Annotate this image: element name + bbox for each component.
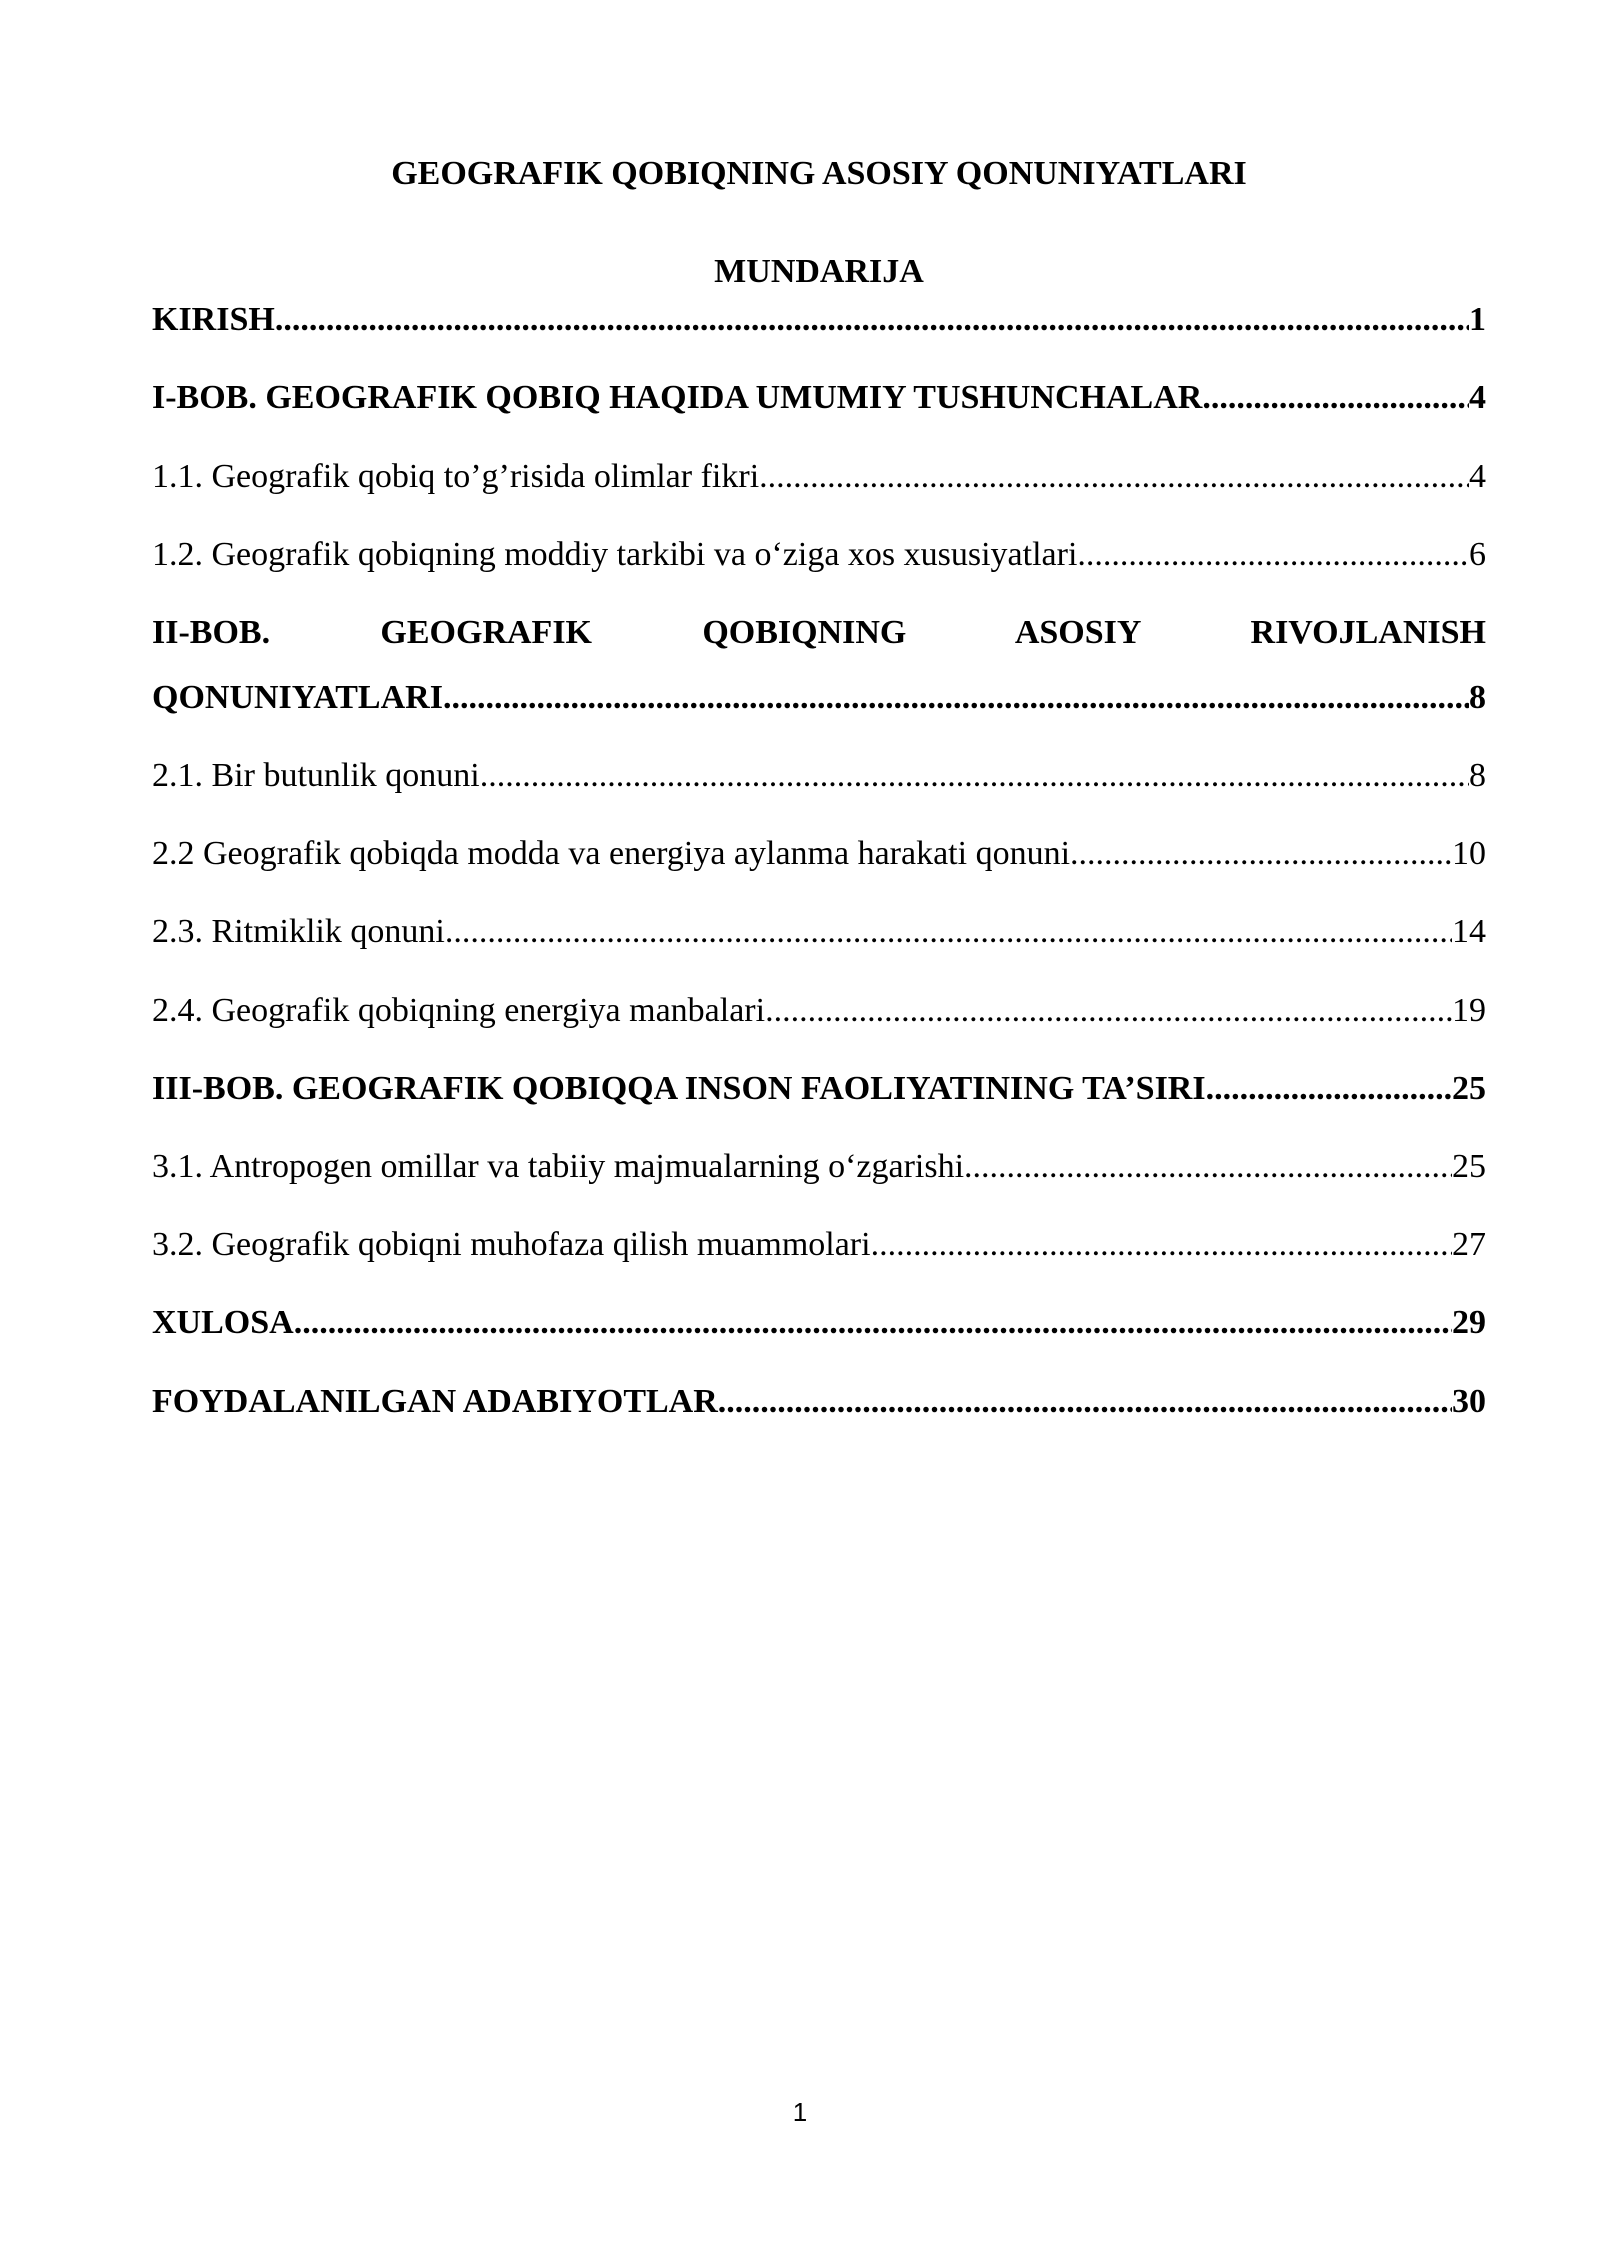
- toc-entry-title: I-BOB. GEOGRAFIK QOBIQ HAQIDA UMUMIY TUSHUNCHALAR: [152, 379, 1203, 416]
- dot-leader: [1202, 374, 1469, 422]
- toc-entry-section-1-1[interactable]: [152, 453, 1486, 501]
- dot-leader: [765, 987, 1452, 1035]
- toc-entry-chapter-2[interactable]: [152, 674, 1486, 722]
- dot-leader: [718, 1378, 1452, 1426]
- toc-entry-section-2-4[interactable]: [152, 987, 1486, 1035]
- toc-entry-title: 2.1. Bir butunlik qonuni: [152, 757, 480, 794]
- toc-entry-title: KIRISH: [152, 301, 275, 338]
- toc-entry-page: 27: [1452, 1226, 1486, 1263]
- toc-entry-title: 2.3. Ritmiklik qonuni: [152, 913, 445, 950]
- toc-entry-page: 10: [1452, 835, 1486, 872]
- dot-leader: [275, 296, 1469, 344]
- toc-entry-section-2-3[interactable]: [152, 908, 1486, 956]
- toc-entry-page: 29: [1452, 1304, 1486, 1341]
- toc-entry-references[interactable]: [152, 1378, 1486, 1426]
- dot-leader: [445, 908, 1452, 956]
- dot-leader: [480, 752, 1469, 800]
- toc-entry-chapter-3[interactable]: [152, 1065, 1486, 1113]
- document-title: GEOGRAFIK QOBIQNING ASOSIY QONUNIYATLARI: [391, 155, 1247, 192]
- toc-entry-page: 8: [1469, 679, 1486, 716]
- toc-entry-page: 30: [1452, 1383, 1486, 1420]
- toc-entry-chapter-1[interactable]: [152, 374, 1486, 422]
- toc-entry-xulosa[interactable]: [152, 1299, 1486, 1347]
- dot-leader: [1077, 531, 1469, 579]
- dot-leader: [1070, 830, 1452, 878]
- toc-entry-section-2-1[interactable]: [152, 752, 1486, 800]
- toc-entry-section-2-2[interactable]: [152, 830, 1486, 878]
- toc-entry-page: 4: [1469, 379, 1486, 416]
- toc-entry-title: 2.2 Geografik qobiqda modda va energiya aylanma harakati qonuni: [152, 835, 1071, 872]
- dot-leader: [964, 1143, 1452, 1191]
- toc-entry-title: FOYDALANILGAN ADABIYOTLAR: [152, 1383, 718, 1420]
- toc-entry-page: 4: [1469, 458, 1486, 495]
- dot-leader: [759, 453, 1469, 501]
- dot-leader: [871, 1221, 1452, 1269]
- toc-entry-page: 25: [1452, 1148, 1486, 1185]
- dot-leader: [1206, 1065, 1452, 1113]
- toc-entry-title: QONUNIYATLARI: [152, 679, 443, 716]
- toc-entry-page: 1: [1469, 301, 1486, 338]
- toc-entry-title: 3.1. Antropogen omillar va tabiiy majmualarning o‘zgarishi: [152, 1148, 965, 1185]
- toc-entry-section-3-1[interactable]: [152, 1143, 1486, 1191]
- toc-entry-page: 25: [1452, 1070, 1486, 1107]
- page-number: 1: [792, 2097, 808, 2127]
- toc-entry-title: 2.4. Geografik qobiqning energiya manbalari: [152, 992, 766, 1029]
- toc-entry-kirish[interactable]: [152, 296, 1486, 344]
- toc-entry-section-3-2[interactable]: [152, 1221, 1486, 1269]
- toc-entry-title: 3.2. Geografik qobiqni muhofaza qilish muammolari: [152, 1226, 871, 1263]
- toc-heading: MUNDARIJA: [714, 253, 924, 290]
- toc-entry-title: III-BOB. GEOGRAFIK QOBIQQA INSON FAOLIYATINING TA’SIRI: [152, 1070, 1206, 1107]
- toc-entry-title: 1.1. Geografik qobiq to’g’risida olimlar fikri: [152, 458, 760, 495]
- dot-leader: [443, 674, 1469, 722]
- dot-leader: [294, 1299, 1452, 1347]
- toc-entry-page: 8: [1469, 757, 1486, 794]
- toc-entry-title: XULOSA: [152, 1304, 294, 1341]
- toc-entry-section-1-2[interactable]: [152, 531, 1486, 579]
- toc-entry-page: 19: [1452, 992, 1486, 1029]
- toc-entry-page: 14: [1452, 913, 1486, 950]
- toc-entry-chapter-2-line-1[interactable]: II-BOB. GEOGRAFIK QOBIQNING ASOSIY RIVOJLANISH: [152, 614, 1486, 651]
- toc-entry-title: 1.2. Geografik qobiqning moddiy tarkibi va o‘ziga xos xususiyatlari: [152, 536, 1078, 573]
- toc-entry-page: 6: [1469, 536, 1486, 573]
